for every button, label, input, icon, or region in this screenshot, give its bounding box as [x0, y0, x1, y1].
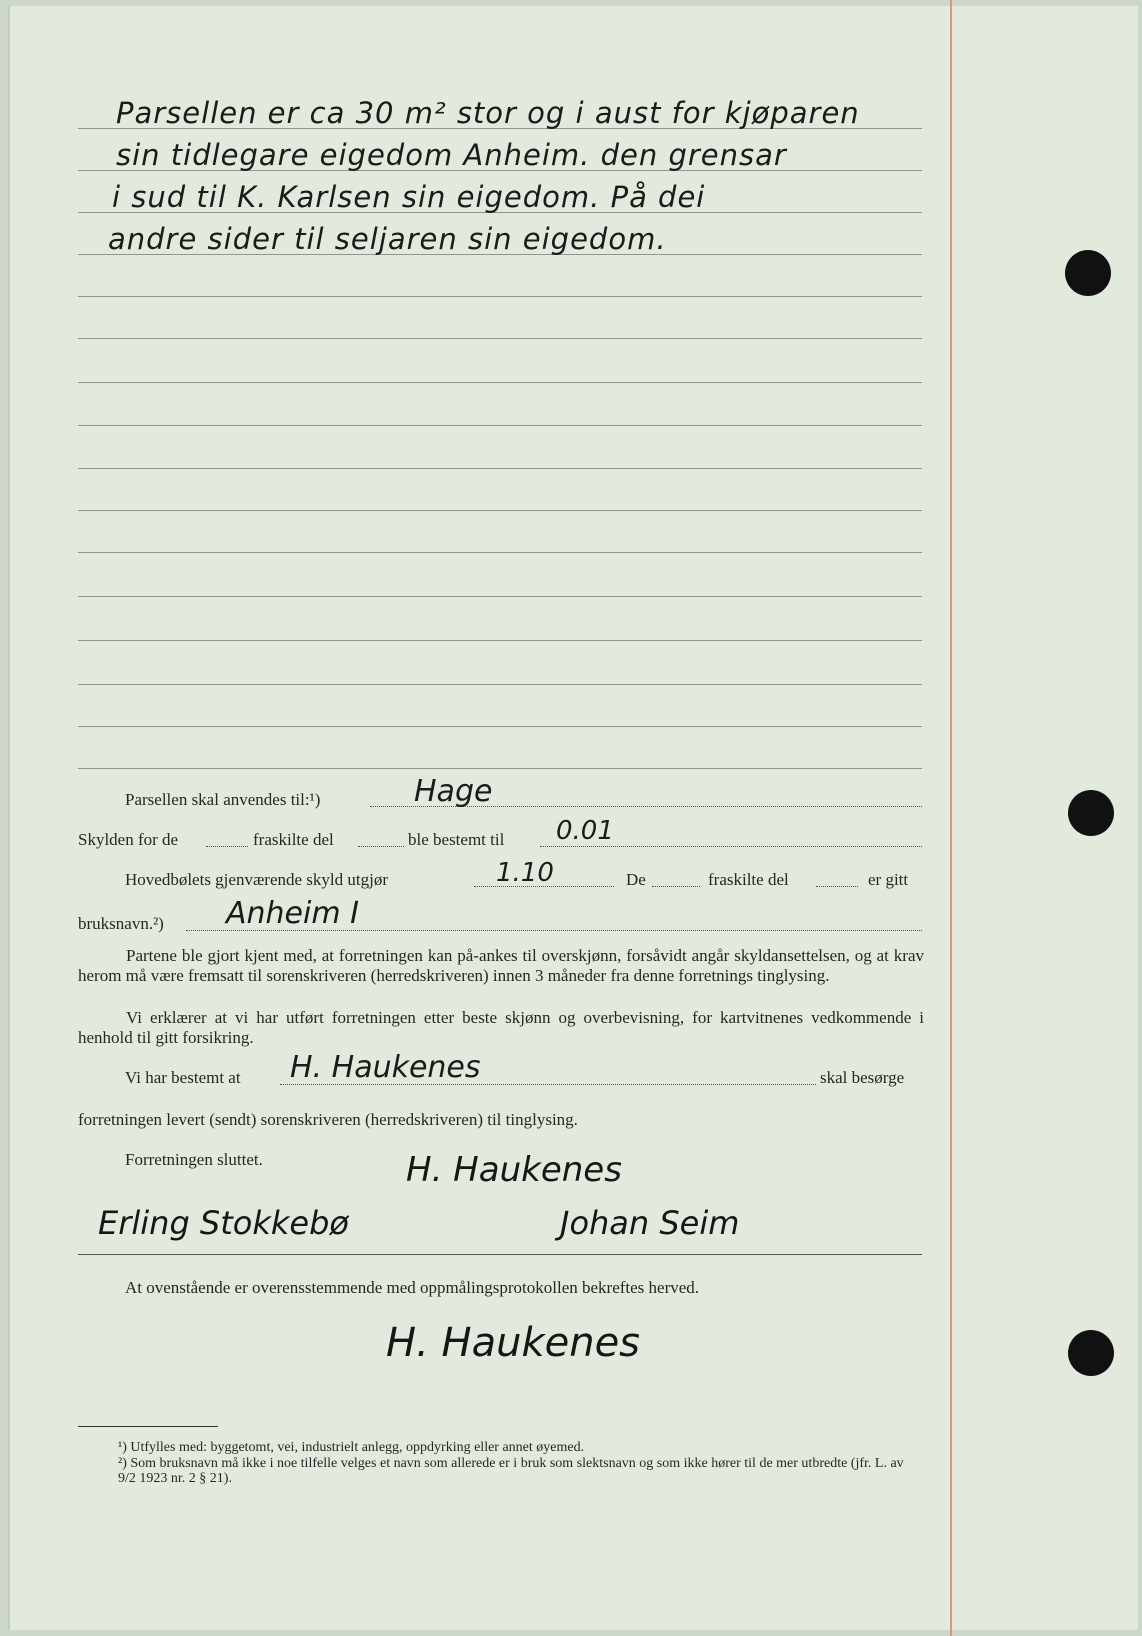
- ruled-line: [78, 552, 922, 553]
- er-gitt-label: er gitt: [868, 870, 909, 889]
- handwritten-line: i sud til K. Karlsen sin eigedom. På dei: [112, 180, 706, 214]
- ruled-line: [78, 425, 922, 426]
- punch-hole: [1068, 1330, 1114, 1376]
- skyld-dots-a: [206, 845, 248, 847]
- appeal-paragraph: Partene ble gjort kjent med, at forretningen kan på-ankes til overskjønn, forsåvidt angår skyldansettelsen, og at krav herom må være fremsatt til sorenskriveren (herredskriveren) innen 3 måneder fra denne forretnings tinglysing.: [78, 946, 924, 985]
- skyld-label-b: fraskilte del: [253, 830, 334, 849]
- footnote-2: ²) Som bruksnavn må ikke i noe tilfelle velges et navn som allerede er i bruk som slektsnavn og som ikke hører til de mer utbredte (jfr. L. av 9/2 1923 nr. 2 § 21).: [118, 1456, 904, 1486]
- punch-hole: [1068, 790, 1114, 836]
- ruled-line: [78, 726, 922, 727]
- skyld-dots-b: [358, 845, 404, 847]
- signature-haukenes-1: H. Haukenes: [406, 1150, 622, 1190]
- ruled-line: [78, 768, 922, 769]
- skyld-value: 0.01: [556, 816, 614, 846]
- ruled-line: [78, 468, 922, 469]
- punch-hole: [1065, 250, 1111, 296]
- levert-text: forretningen levert (sendt) sorenskriveren (herredskriveren) til tinglysing.: [78, 1110, 578, 1129]
- signature-stokkebo: Erling Stokkebø: [98, 1204, 349, 1242]
- hoved-label: Hovedbølets gjenværende skyld utgjør: [125, 870, 388, 889]
- use-label: Parsellen skal anvendes til:¹): [125, 790, 321, 809]
- hoved-value: 1.10: [496, 858, 554, 888]
- de-label: De: [626, 870, 646, 889]
- bruksnavn-value: Anheim I: [226, 896, 359, 931]
- bekreft-text: At ovenstående er overensstemmende med oppmålingsprotokollen bekreftes herved.: [125, 1278, 700, 1297]
- ruled-line: [78, 296, 922, 297]
- fraskilte-label: fraskilte del: [708, 870, 789, 889]
- ruled-line: [78, 640, 922, 641]
- bruksnavn-label: bruksnavn.²): [78, 914, 164, 933]
- handwritten-line: sin tidlegare eigedom Anheim. den grensar: [116, 138, 787, 172]
- bestemt-label: Vi har bestemt at: [125, 1068, 241, 1087]
- signature-line: [78, 1254, 922, 1255]
- signature-seim: Johan Seim: [560, 1204, 740, 1242]
- bestemt-value: H. Haukenes: [290, 1050, 481, 1085]
- handwritten-line: andre sider til seljaren sin eigedom.: [108, 222, 667, 256]
- fraskilte-dots: [816, 885, 858, 887]
- sluttet-text: Forretningen sluttet.: [125, 1150, 263, 1169]
- ruled-line: [78, 338, 922, 339]
- footnote-rule: [78, 1426, 218, 1427]
- ruled-line: [78, 596, 922, 597]
- ruled-line: [78, 684, 922, 685]
- declaration-paragraph: Vi erklærer at vi har utført forretningen etter beste skjønn og overbevisning, for kartvitnenes vedkommende i henhold til gitt forsikring.: [78, 1008, 924, 1047]
- signature-haukenes-2: H. Haukenes: [386, 1320, 641, 1366]
- red-margin-line: [950, 0, 952, 1636]
- besorge-label: skal besørge: [820, 1068, 905, 1087]
- use-value: Hage: [414, 774, 493, 809]
- ruled-line: [78, 510, 922, 511]
- footnote-1: ¹) Utfylles med: byggetomt, vei, industrielt anlegg, oppdyrking eller annet øyemed.: [118, 1440, 585, 1455]
- handwritten-line: Parsellen er ca 30 m² stor og i aust for kjøparen: [116, 96, 860, 130]
- ruled-line: [78, 382, 922, 383]
- skyld-label-a: Skylden for de: [78, 830, 179, 849]
- de-dots: [652, 885, 700, 887]
- skyld-label-c: ble bestemt til: [408, 830, 505, 849]
